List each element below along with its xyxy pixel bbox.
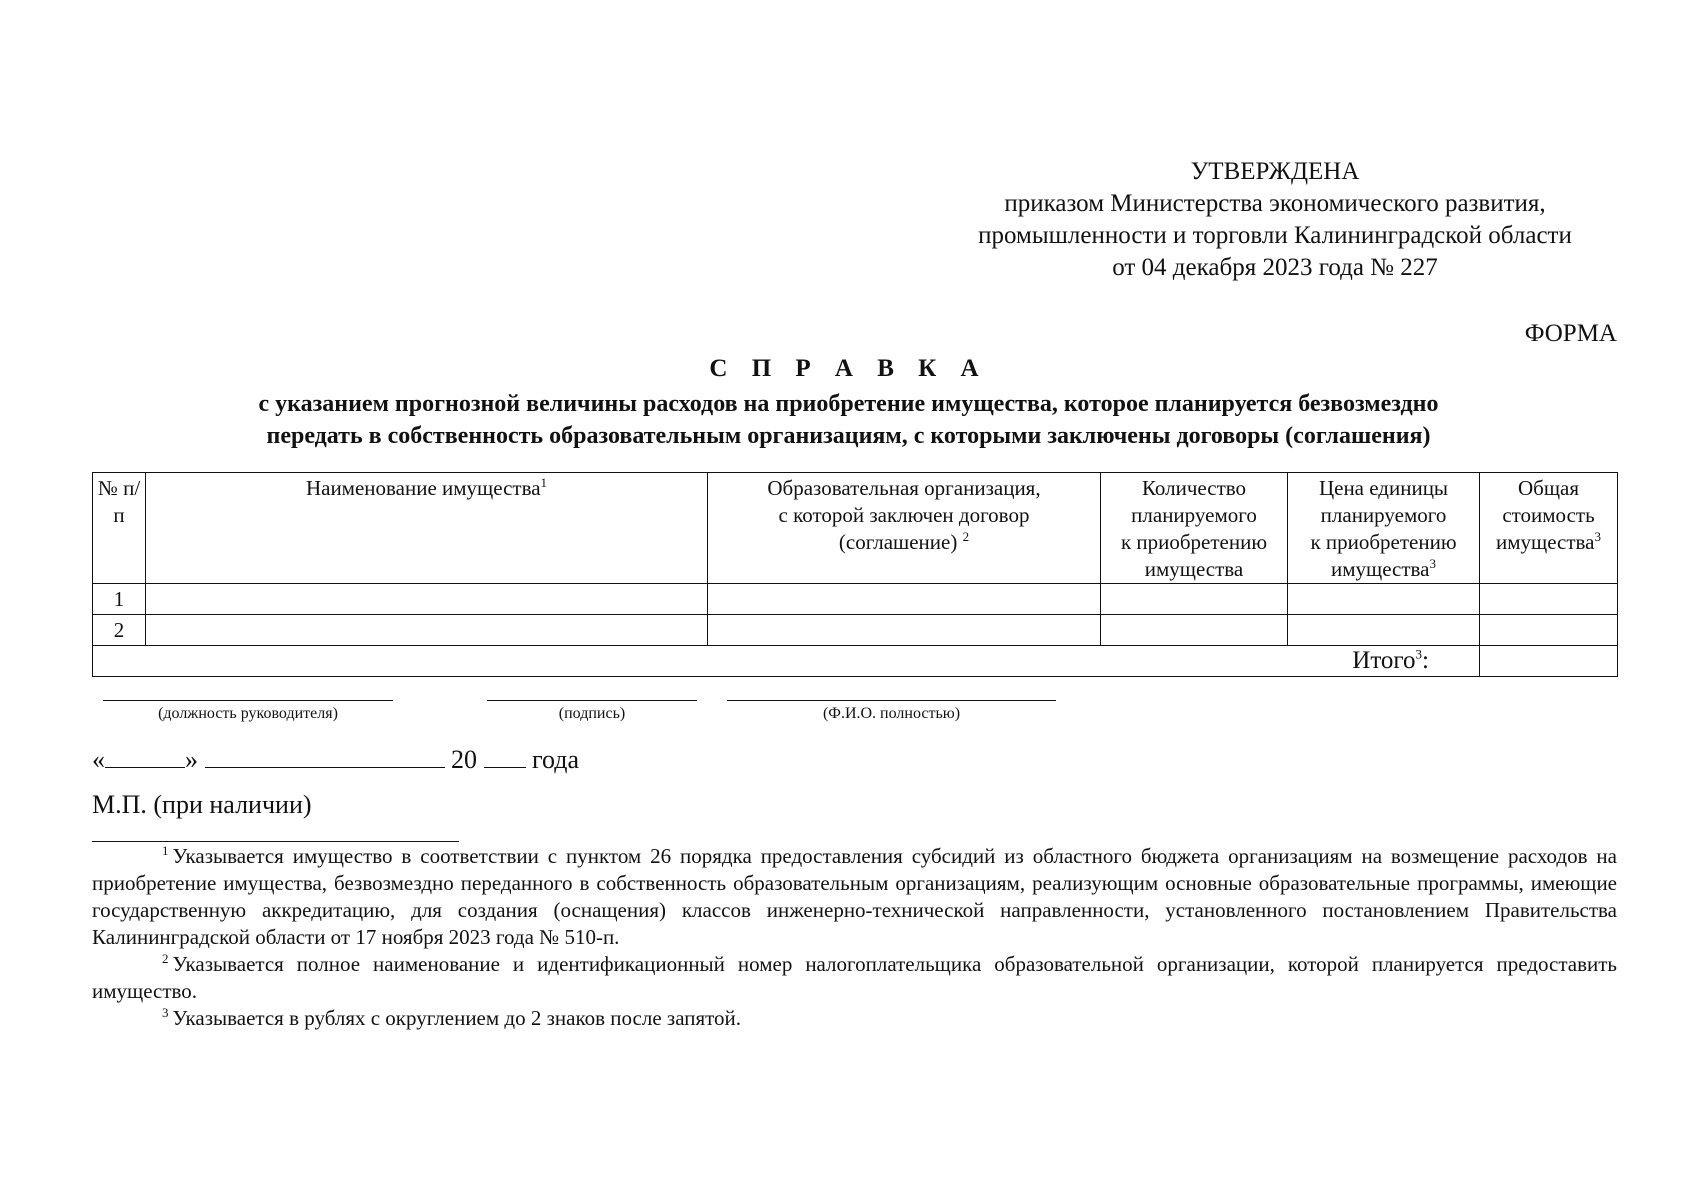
cell-unit-price[interactable] — [1288, 615, 1480, 646]
document-title: С П Р А В К А — [709, 355, 988, 382]
document-subtitle — [90, 388, 1607, 452]
cell-total-cost[interactable] — [1480, 615, 1618, 646]
date-line: « » 20 года — [92, 745, 580, 774]
footnote: $^1$ Указывается имущество в соответствии с пунктом 26 порядка предоставления субсидий из областного бюджета организациям на возмещение расходов на приобретение имущества, безвозмездно переданного в собственность образовательным организациям, реализующим основные образовательные программы, имеющие государственную аккредитацию, для создания (оснащения) классов инженерно-технической направленности, установленного постановлением Правительства Калининградской области от 17 ноября 2023 года № 510-п. — [92, 843, 1617, 949]
footnote: $^3$ Указывается в рублях с округлением до 2 знаков после запятой. — [162, 1005, 742, 1030]
position-signature-line[interactable] — [103, 700, 393, 701]
approval-block — [930, 156, 1620, 284]
footnote: $^2$ Указывается полное наименование и идентификационный номер налогоплательщика образовательной организации, которой планируется предоставить имущество. — [92, 951, 1617, 1003]
cell-name[interactable] — [146, 584, 708, 615]
header-quantity: Количество планируемого к приобретению имущества — [1101, 473, 1288, 584]
row-num: 2 — [93, 615, 146, 646]
subtitle-line: передать в собственность образовательным организациям, с которыми заключены договоры (соглашения) — [266, 423, 1431, 449]
day-blank[interactable] — [105, 745, 185, 768]
cell-org[interactable] — [708, 615, 1101, 646]
table-row — [93, 615, 1618, 646]
fio-line[interactable] — [727, 700, 1056, 701]
signature-caption: (подпись) — [558, 705, 626, 722]
header-num: № п/п — [93, 473, 146, 584]
fio-caption: (Ф.И.О. полностью) — [822, 705, 961, 722]
cell-grand-total[interactable] — [1480, 646, 1618, 677]
stamp-label: М.П. (при наличии) — [92, 790, 312, 819]
header-unit-price: Цена единицы планируемого к приобретению имущества$^3$ — [1288, 473, 1480, 584]
form-label: ФОРМА — [1524, 320, 1617, 347]
total-label: Итого$^3$: — [93, 646, 1480, 677]
signature-line[interactable] — [487, 700, 697, 701]
month-blank[interactable] — [205, 745, 445, 768]
property-table — [92, 472, 1618, 677]
header-org: Образовательная организация, с которой заключен договор (соглашение) $^2$ — [708, 473, 1101, 584]
header-name: Наименование имущества$^1$ — [146, 473, 708, 584]
cell-total-cost[interactable] — [1480, 584, 1618, 615]
cell-quantity[interactable] — [1101, 615, 1288, 646]
approval-heading: УТВЕРЖДЕНА — [1190, 158, 1360, 185]
row-num: 1 — [93, 584, 146, 615]
approval-date: от 04 декабря 2023 года № 227 — [1112, 254, 1438, 281]
cell-org[interactable] — [708, 584, 1101, 615]
year-blank[interactable] — [484, 745, 526, 768]
cell-quantity[interactable] — [1101, 584, 1288, 615]
total-row — [93, 646, 1618, 677]
table-header-row — [93, 473, 1618, 584]
footnotes — [92, 843, 1617, 1032]
approval-line: приказом Министерства экономического развития, — [1004, 190, 1546, 217]
cell-unit-price[interactable] — [1288, 584, 1480, 615]
footnote-divider — [92, 841, 459, 842]
subtitle-line: с указанием прогнозной величины расходов на приобретение имущества, которое планируется безвозмездно — [258, 391, 1439, 417]
table-row — [93, 584, 1618, 615]
position-caption: (должность руководителя) — [158, 705, 338, 722]
header-total-cost: Общая стоимость имущества$^3$ — [1480, 473, 1618, 584]
cell-name[interactable] — [146, 615, 708, 646]
approval-line: промышленности и торговли Калининградской области — [978, 222, 1572, 249]
